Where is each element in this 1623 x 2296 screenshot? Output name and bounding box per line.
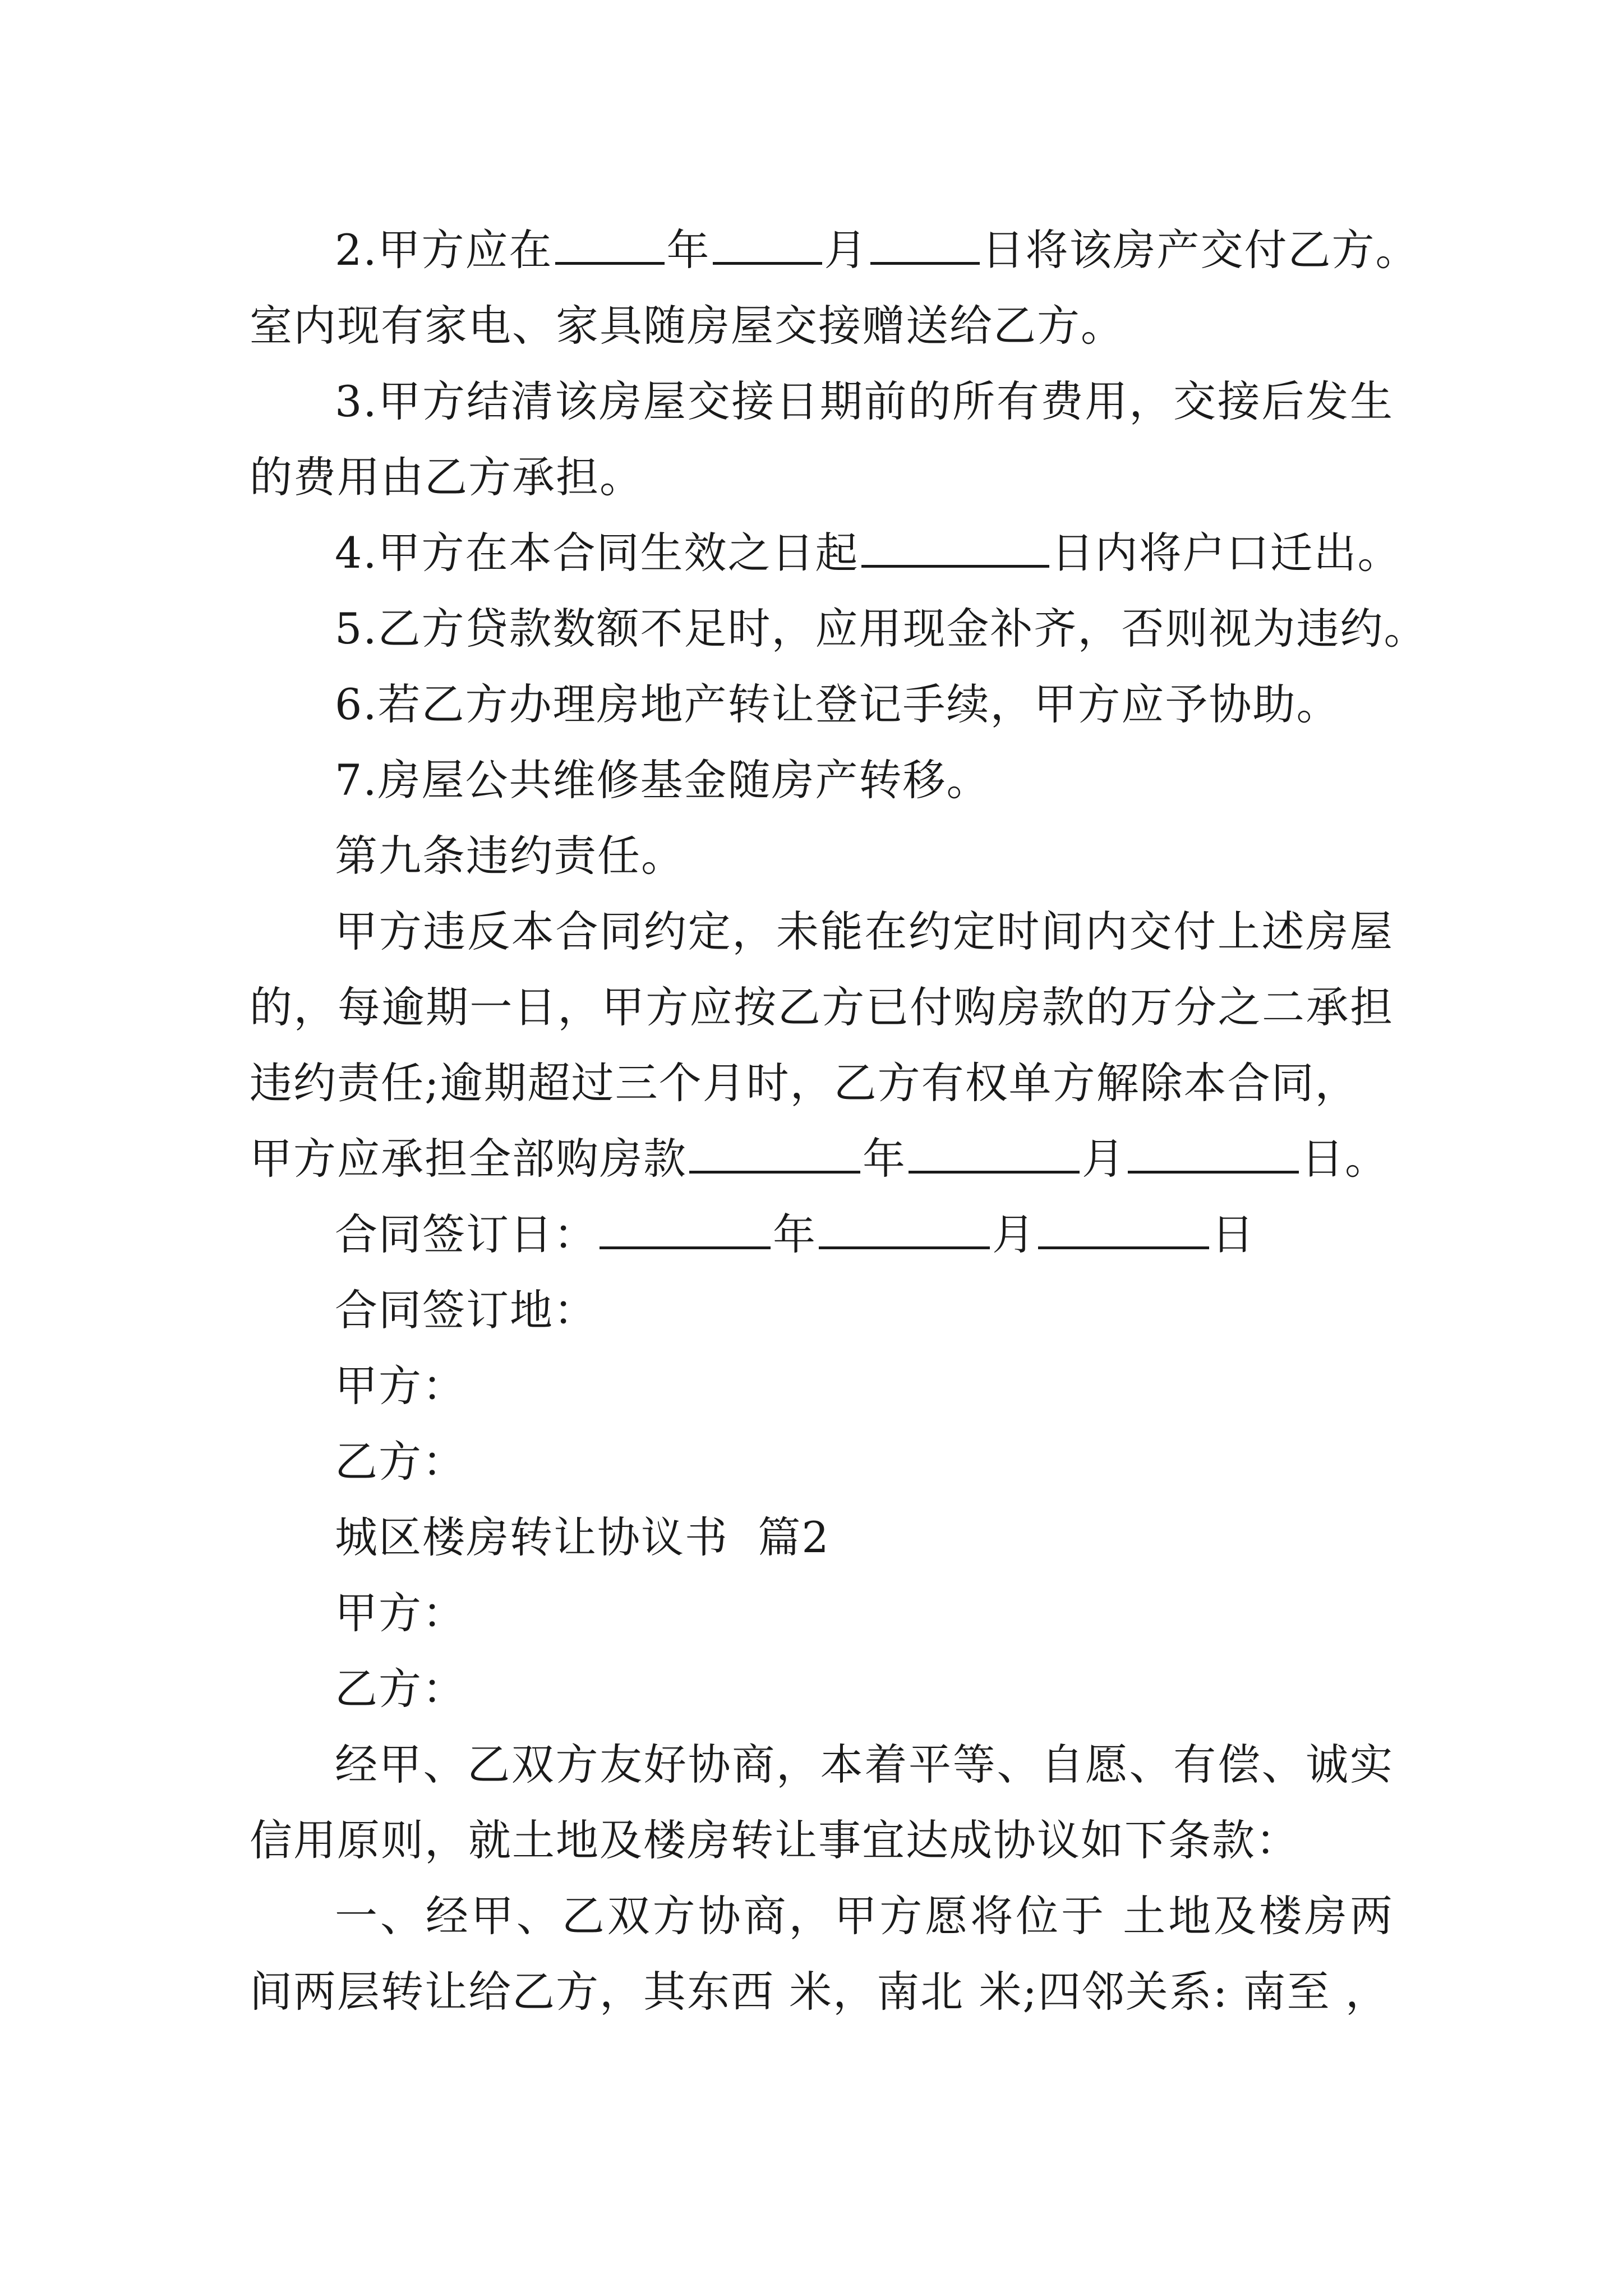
sign-date-month: 月 <box>992 1209 1036 1259</box>
party-b: 乙方： <box>335 1437 466 1487</box>
sign-place: 合同签订地： <box>335 1285 597 1335</box>
clause-2-text-c: 月 <box>824 225 868 275</box>
sign-date-year: 年 <box>773 1209 817 1259</box>
sign-date-label: 合同签订日： <box>335 1209 597 1259</box>
article-9-text-c: 月 <box>1082 1134 1126 1184</box>
clause-2-continued: 室内现有家电、家具随房屋交接赠送给乙方。 <box>250 301 1124 351</box>
preamble: 经甲、乙双方友好协商，本着平等、自愿、有偿、诚实信用原则，就土地及楼房转让事宜达成协议如下条款： <box>250 1740 1394 1865</box>
party-b-2: 乙方： <box>335 1664 466 1714</box>
blank-year <box>555 223 665 265</box>
blank-days <box>861 526 1049 568</box>
blank-day <box>1038 1207 1209 1249</box>
clause-7: 7.房屋公共维修基金随房产转移。 <box>335 755 990 805</box>
article-9-body-last-line <box>250 1121 1394 1197</box>
blank-year <box>689 1131 860 1174</box>
clause-4 <box>250 515 1401 591</box>
party-a: 甲方： <box>335 1361 466 1411</box>
sign-date <box>250 1197 1394 1272</box>
clause-4-text-a: 4.甲方在本合同生效之日起 <box>335 528 859 578</box>
sign-date-day: 日 <box>1211 1209 1255 1259</box>
document-body <box>250 212 1428 2030</box>
blank-day <box>1128 1131 1299 1174</box>
article-9-heading: 第九条违约责任。 <box>335 831 685 881</box>
article-9-text-d: 日。 <box>1301 1134 1389 1184</box>
clause-6: 6.若乙方办理房地产转让登记手续，甲方应予协助。 <box>335 679 1340 729</box>
section-title: 城区楼房转让协议书 篇2 <box>335 1512 830 1562</box>
blank-month <box>909 1131 1080 1174</box>
article-9-body: 甲方违反本合同约定，未能在约定时间内交付上述房屋的，每逾期一日，甲方应按乙方已付购房款的万分之二承担违约责任;逾期超过三个月时，乙方有权单方解除本合同， <box>250 907 1394 1108</box>
clause-2-text-a: 2.甲方应在 <box>335 225 553 275</box>
article-9-text-b: 年 <box>863 1134 906 1184</box>
party-a-2: 甲方： <box>335 1588 466 1638</box>
clause-3: 3.甲方结清该房屋交接日期前的所有费用，交接后发生的费用由乙方承担。 <box>250 376 1394 502</box>
blank-month <box>819 1207 990 1249</box>
clause-2-text-d: 日将该房产交付乙方。 <box>981 225 1419 275</box>
clause-one: 一、经甲、乙双方协商，甲方愿将位于 土地及楼房两间两层转让给乙方，其东西 米，南北 米;四邻关系: 南至 ， <box>250 1891 1394 2017</box>
clause-4-text-b: 日内将户口迁出。 <box>1051 528 1401 578</box>
blank-year <box>600 1207 771 1249</box>
clause-2 <box>250 212 1419 288</box>
blank-day <box>870 223 980 265</box>
article-9-text-a: 甲方应承担全部购房款 <box>250 1134 687 1184</box>
clause-5: 5.乙方贷款数额不足时，应用现金补齐，否则视为违约。 <box>335 604 1428 654</box>
blank-month <box>713 223 822 265</box>
clause-2-text-b: 年 <box>666 225 711 275</box>
